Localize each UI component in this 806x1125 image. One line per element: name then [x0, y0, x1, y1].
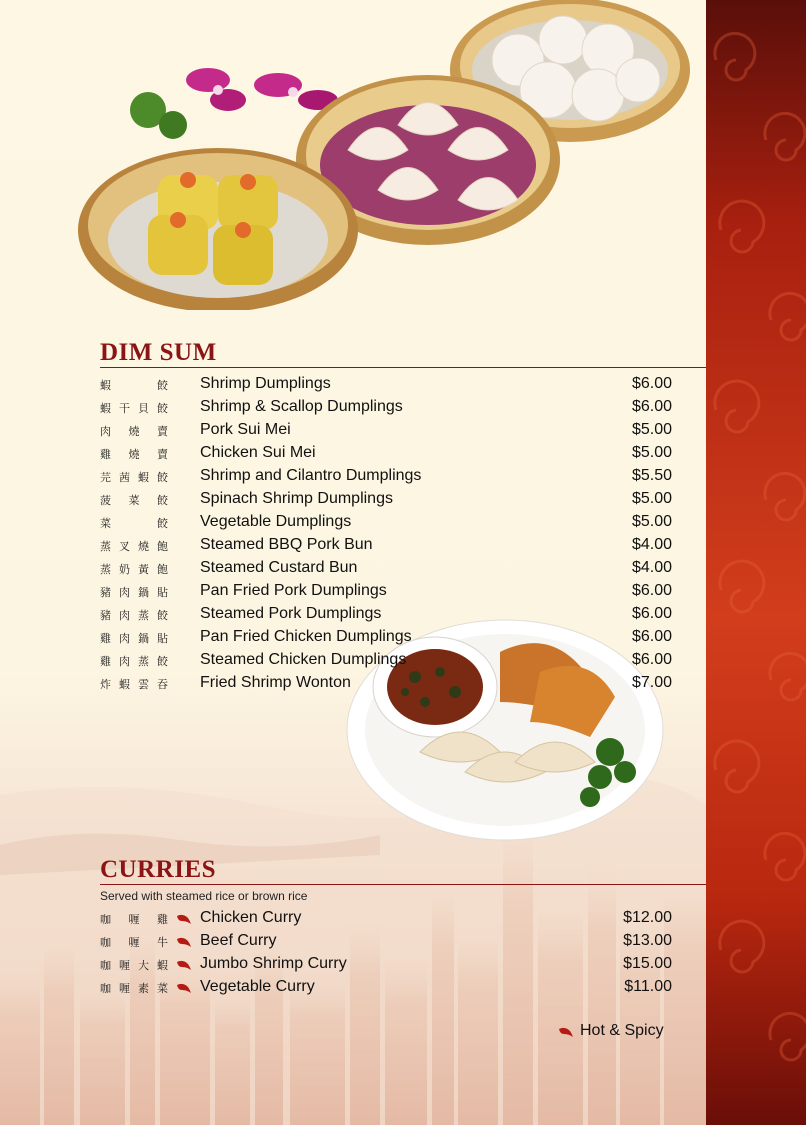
item-chinese-name: 蒸 叉 燒 飽: [100, 540, 168, 553]
menu-item: [100, 908, 672, 931]
item-chinese-name: 蒸 奶 黃 飽: [100, 563, 168, 576]
chili-pepper-icon: [176, 981, 192, 993]
item-english-name: Pan Fried Pork Dumplings: [200, 582, 387, 599]
item-chinese-name: 雞 肉 鍋 貼: [100, 632, 168, 645]
menu-item: [100, 397, 672, 420]
item-english-name: Pan Fried Chicken Dumplings: [200, 628, 412, 645]
item-english-name: Fried Shrimp Wonton: [200, 674, 351, 691]
item-price: $6.00: [631, 628, 672, 645]
item-english-name: Steamed Pork Dumplings: [200, 605, 382, 622]
item-price: $6.00: [631, 605, 672, 622]
chili-pepper-icon: [176, 912, 192, 924]
item-chinese-name: 咖 喱 素 菜: [100, 982, 168, 995]
item-english-name: Shrimp Dumplings: [200, 375, 331, 392]
menu-item: [100, 931, 672, 954]
spicy-legend: [558, 1022, 664, 1040]
item-price: $6.00: [631, 398, 672, 415]
item-price: $11.00: [624, 978, 672, 995]
item-chinese-name: 咖 喱 大 蝦: [100, 959, 168, 972]
item-english-name: Shrimp and Cilantro Dumplings: [200, 467, 422, 484]
item-price: $7.00: [631, 674, 672, 691]
item-english-name: Beef Curry: [200, 932, 277, 949]
item-english-name: Vegetable Dumplings: [200, 513, 352, 530]
item-chinese-name: 蝦 餃: [100, 379, 168, 392]
item-price: $5.00: [631, 444, 672, 461]
chili-pepper-icon: [176, 935, 192, 947]
dim-sum-steamers-photo: [78, 0, 690, 310]
item-price: $5.00: [631, 513, 672, 530]
item-english-name: Steamed Chicken Dumplings: [200, 651, 407, 668]
chili-pepper-icon: [176, 958, 192, 970]
item-price: $6.00: [631, 375, 672, 392]
section-title-curries: CURRIES: [100, 856, 217, 883]
item-english-name: Shrimp & Scallop Dumplings: [200, 398, 403, 415]
menu-item: [100, 650, 672, 673]
menu-item: [100, 627, 672, 650]
chili-pepper-icon: [558, 1025, 574, 1037]
menu-item: [100, 954, 672, 977]
item-english-name: Chicken Sui Mei: [200, 444, 316, 461]
item-english-name: Steamed Custard Bun: [200, 559, 358, 576]
item-english-name: Steamed BBQ Pork Bun: [200, 536, 373, 553]
menu-item: [100, 581, 672, 604]
item-english-name: Pork Sui Mei: [200, 421, 291, 438]
swirl-pattern: [706, 0, 806, 1125]
item-price: $6.00: [631, 582, 672, 599]
item-chinese-name: 豬 肉 蒸 餃: [100, 609, 168, 622]
section-title-dim-sum: DIM SUM: [100, 339, 217, 366]
menu-item: [100, 604, 672, 627]
curries-subtitle: Served with steamed rice or brown rice: [100, 889, 308, 903]
item-price: $4.00: [631, 536, 672, 553]
item-chinese-name: 芫 茜 蝦 餃: [100, 471, 168, 484]
item-chinese-name: 肉 燒 賣: [100, 425, 168, 438]
item-chinese-name: 雞 肉 蒸 餃: [100, 655, 168, 668]
menu-item: [100, 489, 672, 512]
item-price: $12.00: [623, 909, 672, 926]
item-chinese-name: 咖 喱 牛: [100, 936, 168, 949]
item-chinese-name: 炸 蝦 雲 吞: [100, 678, 168, 691]
item-english-name: Vegetable Curry: [200, 978, 315, 995]
item-price: $13.00: [623, 932, 672, 949]
item-price: $5.50: [631, 467, 672, 484]
menu-item: [100, 512, 672, 535]
item-price: $5.00: [631, 490, 672, 507]
menu-item: [100, 420, 672, 443]
item-price: $4.00: [631, 559, 672, 576]
item-chinese-name: 豬 肉 鍋 貼: [100, 586, 168, 599]
item-chinese-name: 雞 燒 賣: [100, 448, 168, 461]
menu-item: [100, 374, 672, 397]
menu-item: [100, 673, 672, 696]
item-price: $5.00: [631, 421, 672, 438]
item-english-name: Spinach Shrimp Dumplings: [200, 490, 393, 507]
item-english-name: Jumbo Shrimp Curry: [200, 955, 347, 972]
item-price: $15.00: [623, 955, 672, 972]
item-chinese-name: 菜 餃: [100, 517, 168, 530]
menu-item: [100, 977, 672, 1000]
section-rule: [100, 884, 706, 885]
item-price: $6.00: [631, 651, 672, 668]
section-rule: [100, 367, 706, 368]
item-english-name: Chicken Curry: [200, 909, 302, 926]
decorative-sidebar: [706, 0, 806, 1125]
legend-label: Hot & Spicy: [580, 1022, 664, 1039]
item-chinese-name: 咖 喱 雞: [100, 913, 168, 926]
item-chinese-name: 菠 菜 餃: [100, 494, 168, 507]
menu-item: [100, 558, 672, 581]
menu-item: [100, 535, 672, 558]
item-chinese-name: 蝦 干 貝 餃: [100, 402, 168, 415]
menu-item: [100, 443, 672, 466]
menu-item: [100, 466, 672, 489]
